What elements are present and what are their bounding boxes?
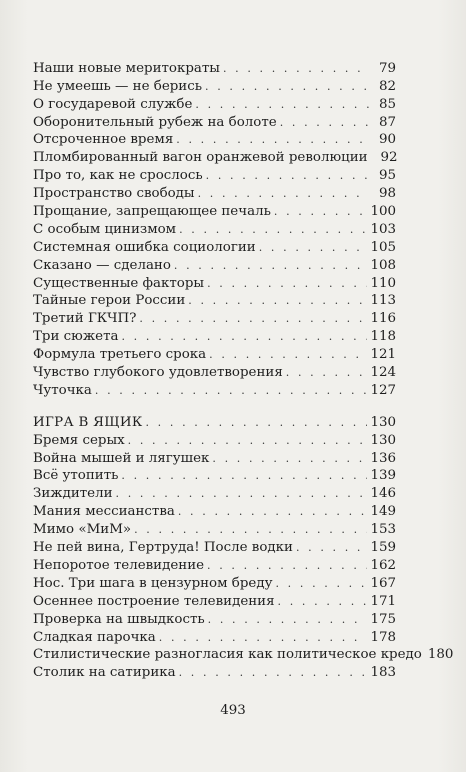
dot-leader: [179, 666, 368, 680]
toc-entry: [33, 183, 396, 201]
toc-entry: [33, 483, 396, 501]
toc-entry-title: Пространство свободы: [33, 186, 195, 202]
dot-leader: [212, 452, 367, 466]
toc-entry-page-number: 87: [378, 114, 396, 130]
dot-leader: [198, 187, 369, 201]
toc-entry-title: Чуточка: [33, 382, 92, 398]
toc-entry-page-number: 105: [370, 239, 396, 255]
toc-entry-page-number: 162: [370, 557, 396, 573]
toc-entry: [33, 380, 396, 398]
toc-entry-title: Сладкая парочка: [33, 629, 156, 645]
toc-entry: [33, 609, 396, 627]
dot-leader: [209, 348, 367, 362]
dot-leader: [280, 116, 369, 130]
toc-entry: [33, 255, 396, 273]
toc-entry-title: Мания мессианства: [33, 504, 175, 520]
toc-entry-title: Стилистические разногласия как политическое кредо: [33, 647, 422, 663]
toc-entry-title: Системная ошибка социологии: [33, 239, 256, 255]
dot-leader: [174, 259, 368, 273]
toc-entry-title: Непоротое телевидение: [33, 557, 205, 573]
toc-entry-page-number: 103: [370, 221, 396, 237]
toc-entry-title: Чувство глубокого удовлетворения: [33, 365, 283, 381]
toc-entry: [33, 291, 396, 309]
toc-entry-title: Пломбированный вагон оранжевой революции: [33, 150, 368, 166]
toc-entry-title: Отсроченное время: [33, 132, 174, 148]
table-of-contents: [33, 58, 454, 681]
dot-leader: [259, 241, 368, 255]
dot-leader: [159, 631, 368, 645]
dot-leader: [208, 613, 368, 627]
dot-leader: [121, 469, 367, 483]
section-title: ИГРА В ЯЩИК: [33, 414, 143, 430]
toc-entry-page-number: 171: [370, 593, 396, 609]
toc-entry-title: Три сюжета: [33, 329, 119, 345]
toc-entry: [33, 501, 396, 519]
dot-leader: [207, 559, 367, 573]
toc-entry-title: Осеннее построение телевидения: [33, 593, 275, 609]
dot-leader: [179, 223, 367, 237]
dot-leader: [296, 541, 368, 555]
toc-entry-title: Столик на сатирика: [33, 665, 176, 681]
toc-entry-page-number: 113: [370, 293, 396, 309]
toc-entry: [33, 627, 396, 645]
dot-leader: [188, 294, 367, 308]
toc-entry-page-number: 92: [380, 150, 398, 166]
toc-entry: [33, 94, 396, 112]
toc-entry: [33, 219, 396, 237]
toc-entry: [33, 362, 396, 380]
toc-entry-page-number: 178: [370, 629, 396, 645]
section-page-number: 130: [370, 414, 396, 430]
toc-entry-page-number: 98: [378, 186, 396, 202]
toc-entry: [33, 466, 396, 484]
dot-leader: [205, 80, 369, 94]
toc-entry-title: Сказано — сделано: [33, 257, 171, 273]
toc-entry-page-number: 90: [378, 132, 396, 148]
toc-entry-page-number: 149: [370, 504, 396, 520]
page-number: 493: [220, 703, 246, 718]
dot-leader: [145, 416, 367, 430]
dot-leader: [116, 487, 368, 501]
toc-entry: [33, 519, 396, 537]
dot-leader: [134, 523, 367, 537]
toc-entry-title: Формула третьего срока: [33, 347, 207, 363]
toc-entry: [33, 344, 396, 362]
toc-entry-title: Бремя серых: [33, 432, 125, 448]
dot-leader: [95, 384, 368, 398]
toc-entry-page-number: 180: [427, 647, 454, 663]
toc-entry: [33, 273, 396, 291]
toc-entry-page-number: 136: [370, 450, 396, 466]
toc-entry-page-number: 108: [370, 257, 396, 273]
toc-entry-page-number: 167: [370, 575, 396, 591]
toc-entry-title: Не пей вина, Гертруда! После водки: [33, 540, 293, 556]
toc-entry: [33, 430, 396, 448]
dot-leader: [286, 366, 368, 380]
toc-entry: [33, 555, 396, 573]
toc-entry-title: Про то, как не срослось: [33, 168, 203, 184]
dot-leader: [206, 169, 369, 183]
toc-entry: [33, 237, 396, 255]
dot-leader: [139, 312, 367, 326]
toc-entry: [33, 112, 396, 130]
toc-entry-title: Не умеешь — не берись: [33, 78, 203, 94]
toc-entry: [33, 448, 396, 466]
toc-entry: [33, 58, 396, 76]
toc-entry-page-number: 118: [370, 329, 396, 345]
toc-entry-title: Тайные герои России: [33, 293, 186, 309]
toc-entry: [33, 165, 396, 183]
toc-entry-page-number: 183: [370, 665, 396, 681]
toc-entry: [33, 645, 454, 663]
dot-leader: [275, 577, 367, 591]
section-gap: [33, 398, 396, 412]
toc-entry-title: Мимо «МиМ»: [33, 522, 132, 538]
toc-entry: [33, 537, 396, 555]
toc-section-heading: [33, 412, 396, 430]
dot-leader: [121, 330, 367, 344]
toc-part-1: [33, 58, 396, 398]
toc-entry: [33, 201, 396, 219]
toc-entry: [33, 573, 396, 591]
dot-leader: [128, 434, 368, 448]
toc-entry-title: Наши новые меритократы: [33, 60, 220, 76]
toc-entry-page-number: 153: [370, 522, 396, 538]
toc-entry-page-number: 175: [370, 611, 396, 627]
dot-leader: [274, 205, 368, 219]
toc-entry-page-number: 159: [370, 540, 396, 556]
toc-entry-title: Оборонительный рубеж на болоте: [33, 114, 277, 130]
toc-entry-page-number: 110: [370, 275, 396, 291]
dot-leader: [176, 133, 369, 147]
toc-entry-page-number: 127: [370, 382, 396, 398]
toc-entry: [33, 326, 396, 344]
toc-entry-title: О государевой службе: [33, 96, 193, 112]
toc-entry-title: С особым цинизмом: [33, 221, 177, 237]
toc-entry-title: Третий ГКЧП?: [33, 311, 137, 327]
toc-entry-title: Зиждители: [33, 486, 113, 502]
dot-leader: [278, 595, 368, 609]
toc-entry: [33, 662, 396, 680]
toc-entry-title: Нос. Три шага в цензурном бреду: [33, 575, 273, 591]
toc-entry-page-number: 116: [370, 311, 396, 327]
toc-entry-page-number: 139: [370, 468, 396, 484]
toc-entry-page-number: 146: [370, 486, 396, 502]
toc-entry: [33, 591, 396, 609]
toc-entry-page-number: 121: [370, 347, 396, 363]
toc-entry-page-number: 100: [370, 204, 396, 220]
dot-leader: [223, 62, 369, 76]
toc-entry-title: Прощание, запрещающее печаль: [33, 204, 271, 220]
dot-leader: [195, 98, 369, 112]
toc-entry: [33, 308, 396, 326]
toc-entry-page-number: 85: [378, 96, 396, 112]
toc-entry: [33, 76, 396, 94]
toc-entry: [33, 147, 396, 165]
toc-entry-page-number: 130: [370, 432, 396, 448]
toc-part-2: [33, 430, 454, 681]
dot-leader: [207, 277, 367, 291]
toc-entry-title: Существенные факторы: [33, 275, 205, 291]
dot-leader: [178, 505, 368, 519]
toc-entry-title: Всё утопить: [33, 468, 119, 484]
toc-entry-title: Война мышей и лягушек: [33, 450, 210, 466]
toc-entry-page-number: 95: [378, 168, 396, 184]
toc-entry: [33, 130, 396, 148]
toc-entry-page-number: 124: [370, 365, 396, 381]
toc-entry-page-number: 79: [378, 60, 396, 76]
toc-entry-title: Проверка на швыдкость: [33, 611, 205, 627]
toc-entry-page-number: 82: [378, 78, 396, 94]
